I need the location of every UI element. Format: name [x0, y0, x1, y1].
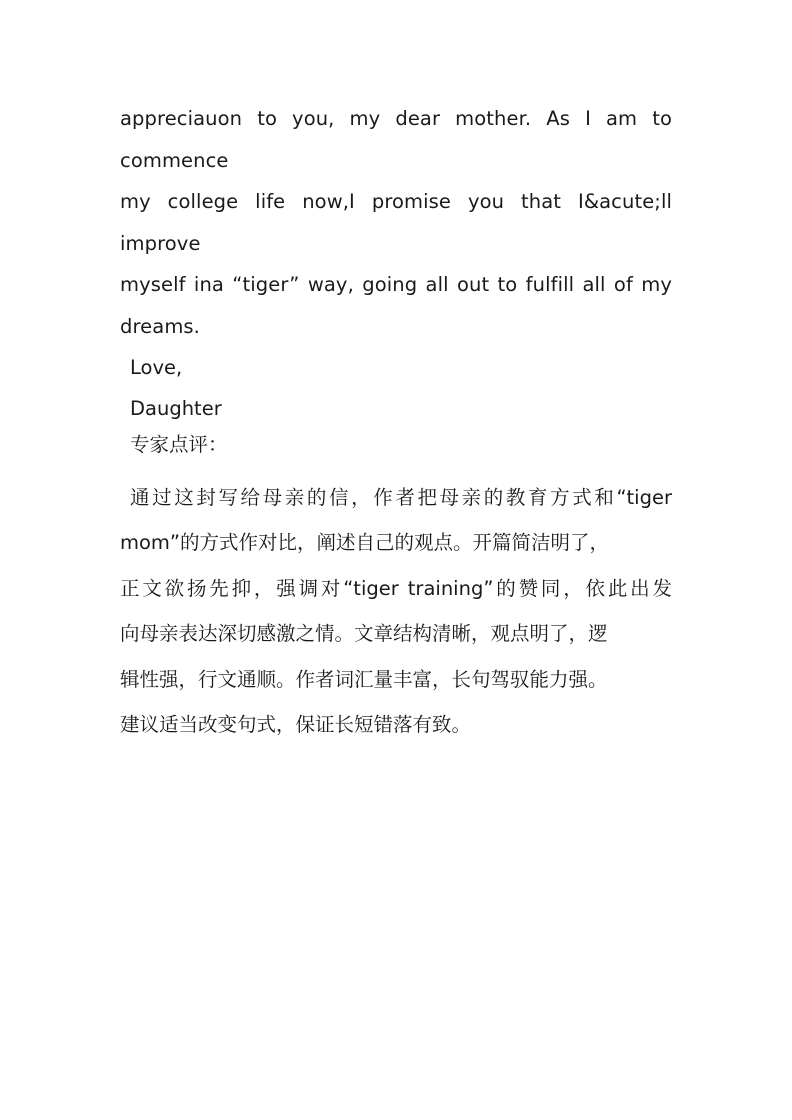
review-line: 正文欲扬先抑，强调对“tiger training”的赞同，依此出发: [120, 576, 672, 600]
letter-body-line: my college life now,I promise you that I&acute;ll improve: [120, 190, 672, 255]
letter-signature: Daughter: [130, 396, 222, 420]
review-line: 建议适当改变句式，保证长短错落有致。: [120, 713, 472, 736]
letter-body-line: appreciauon to you, my dear mother. As I am to commence: [120, 107, 672, 172]
review-line: mom”的方式作对比，阐述自己的观点。开篇简洁明了，: [120, 531, 610, 554]
review-heading: 专家点评：: [130, 432, 228, 456]
review-line: 向母亲表达深切感激之情。文章结构清晰，观点明了，逻: [120, 622, 608, 645]
review-line: 通过这封写给母亲的信，作者把母亲的教育方式和“tiger: [130, 485, 672, 509]
review-body: [120, 475, 672, 748]
review-line: 辑性强，行文通顺。作者词汇量丰富，长句驾驭能力强。: [120, 667, 608, 691]
letter-body: [120, 98, 672, 347]
letter-body-line: myself ina “tiger” way, going all out to fulfill all of my: [120, 273, 672, 296]
letter-closing: Love,: [130, 356, 183, 379]
document-content: [120, 98, 672, 748]
letter-body-line: dreams.: [120, 314, 200, 338]
